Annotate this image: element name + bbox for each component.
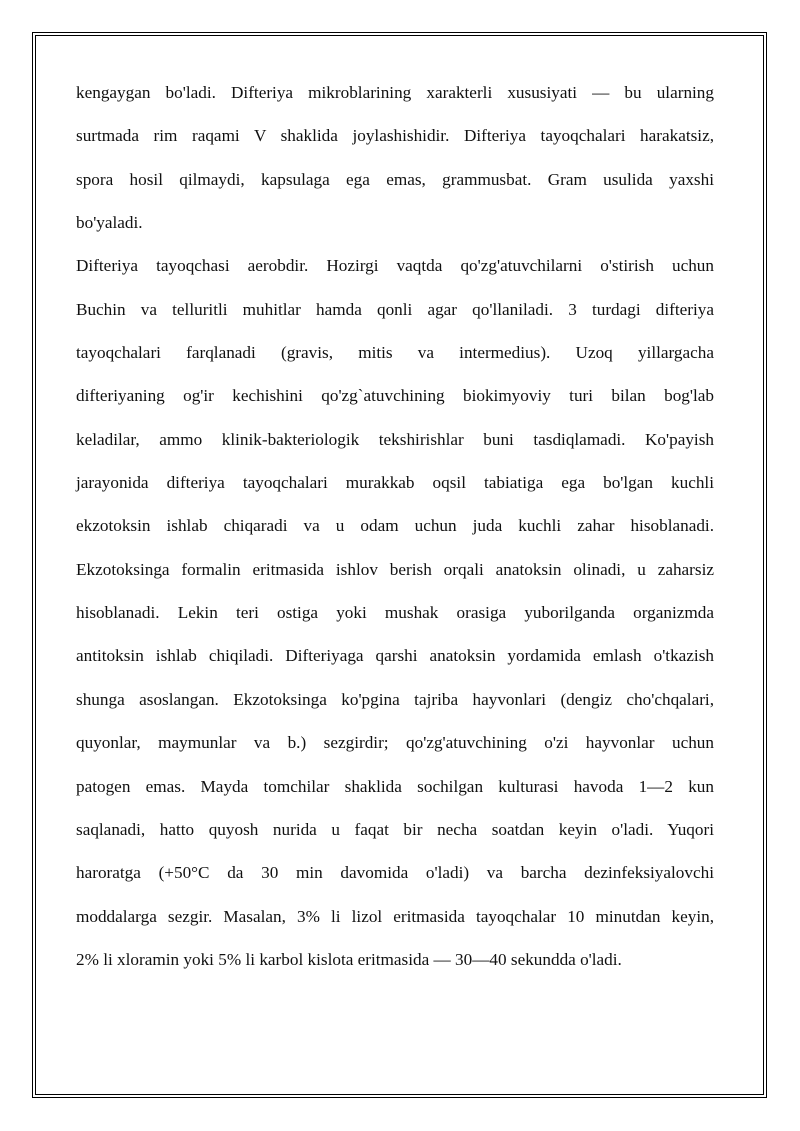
text-line: jarayonida difteriya tayoqchalari murakkab oqsil tabiatiga ega bo'lgan kuchli [76, 473, 714, 493]
text-line: haroratga (+50°C da 30 min davomida o'ladi) va barcha dezinfeksiyalovchi [76, 863, 714, 883]
text-line: Difteriya tayoqchasi aerobdir. Hozirgi vaqtda qo'zg'atuvchilarni o'stirish uchun [76, 256, 714, 276]
text-line: 2% li xloramin yoki 5% li karbol kislota eritmasida — 30—40 sekundda o'ladi. [76, 949, 622, 969]
paragraph-2 [76, 244, 714, 981]
text-line: Buchin va telluritli muhitlar hamda qonli agar qo'llaniladi. 3 turdagi difteriya [76, 299, 714, 319]
text-line: tayoqchalari farqlanadi (gravis, mitis va intermedius). Uzoq yillargacha [76, 343, 714, 363]
text-line: shunga asoslangan. Ekzotoksinga ko'pgina tajriba hayvonlari (dengiz cho'chqalari, [76, 689, 714, 709]
text-line: surtmada rim raqami V shaklida joylashishidir. Difteriya tayoqchalari harakatsiz, [76, 126, 714, 146]
text-line: quyonlar, maymunlar va b.) sezgirdir; qo'zg'atuvchining o'zi hayvonlar uchun [76, 733, 714, 753]
document-body [76, 71, 714, 981]
text-line: keladilar, ammo klinik-bakteriologik tekshirishlar buni tasdiqlamadi. Ko'payish [76, 429, 714, 449]
text-line: bo'yaladi. [76, 213, 143, 233]
text-line: saqlanadi, hatto quyosh nurida u faqat bir necha soatdan keyin o'ladi. Yuqori [76, 819, 714, 839]
paragraph-1 [76, 71, 714, 244]
text-line: antitoksin ishlab chiqiladi. Difteriyaga qarshi anatoksin yordamida emlash o'tkazish [76, 646, 714, 666]
text-line: spora hosil qilmaydi, kapsulaga ega emas, grammusbat. Gram usulida yaxshi [76, 169, 714, 189]
text-line: patogen emas. Mayda tomchilar shaklida sochilgan kulturasi havoda 1—2 kun [76, 776, 714, 796]
text-line: Ekzotoksinga formalin eritmasida ishlov berish orqali anatoksin olinadi, u zaharsiz [76, 559, 714, 579]
text-line: ekzotoksin ishlab chiqaradi va u odam uchun juda kuchli zahar hisoblanadi. [76, 516, 714, 536]
text-line: kengaygan bo'ladi. Difteriya mikroblarining xarakterli xususiyati — bu ularning [76, 83, 714, 102]
text-line: moddalarga sezgir. Masalan, 3% li lizol eritmasida tayoqchalar 10 minutdan keyin, [76, 906, 714, 926]
text-line: difteriyaning og'ir kechishini qo'zg`atuvchining biokimyoviy turi bilan bog'lab [76, 386, 714, 406]
text-line: hisoblanadi. Lekin teri ostiga yoki mushak orasiga yuborilganda organizmda [76, 603, 714, 623]
